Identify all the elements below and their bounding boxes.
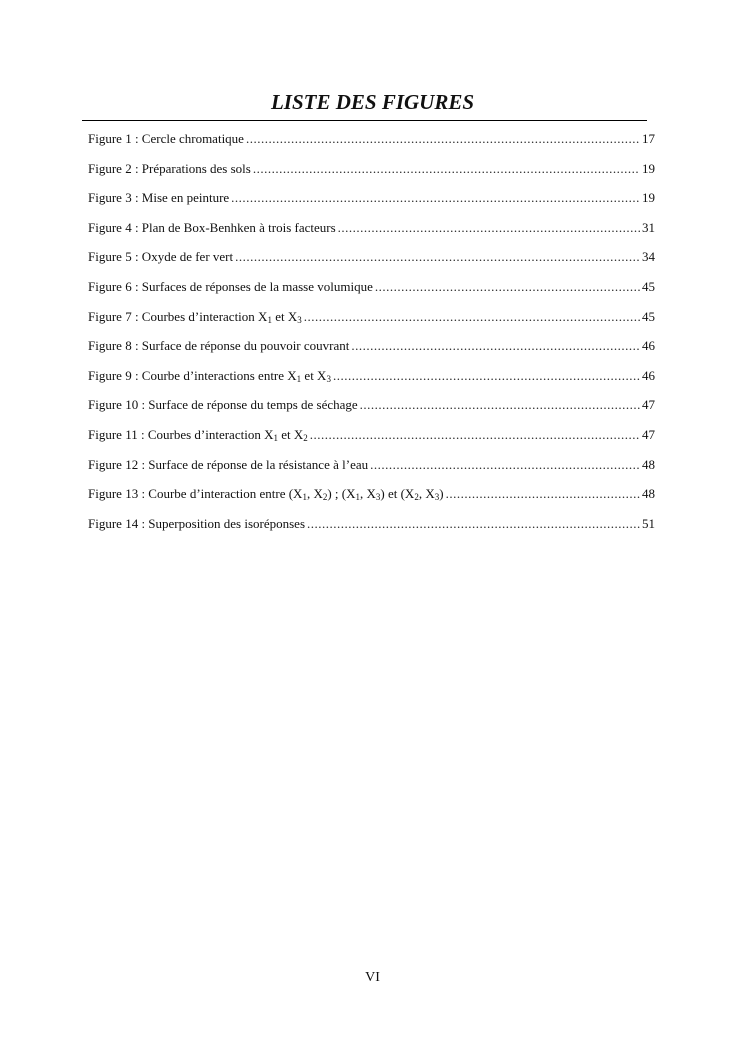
figure-entry-label [88,157,251,181]
label-text: Figure 14 : Superposition des isoréponses [88,515,306,531]
label-text: Figure 12 : Surface de réponse de la résistance à l’eau [88,456,369,472]
figure-entry[interactable] [88,186,655,216]
figure-entry-label [88,305,302,329]
subscript-index: 1 [302,492,307,503]
page-title: LISTE DES FIGURES [270,90,475,114]
figure-entry[interactable] [88,334,655,364]
label-text: , X [360,486,376,502]
label-text: Figure 7 : Courbes d’interaction X [88,308,268,324]
label-text: Figure 3 : Mise en peinture [88,190,230,206]
subscript-index: 1 [273,432,278,443]
figure-entry[interactable] [88,453,655,483]
label-text: Figure 11 : Courbes d’interaction X [88,426,274,442]
subscript-index: 2 [414,492,419,503]
subscript-index: 1 [355,492,360,503]
figure-entry-label [88,364,331,388]
figure-list [88,127,655,541]
figure-entry-label [88,245,233,269]
label-text: Figure 9 : Courbe d’interactions entre X [88,367,297,383]
dot-leader [235,245,640,269]
figure-entry-label [88,512,305,536]
figure-entry-page: 48 [642,456,655,472]
figure-entry[interactable] [88,482,655,512]
subscript-index: 3 [375,492,381,503]
figure-entry[interactable] [88,305,655,335]
figure-entry-page: 19 [642,160,655,176]
label-text: Figure 5 : Oxyde de fer vert [88,249,234,265]
label-text: Figure 1 : Cercle chromatique [88,131,244,146]
figure-entry-label [88,127,244,151]
label-text: et X [301,367,327,383]
figure-entry-label [88,216,336,240]
dot-leader [231,186,640,210]
label-text: Figure 4 : Plan de Box-Benhken à trois facteurs [88,219,336,235]
dot-leader [310,423,640,447]
label-text: , X [306,486,323,502]
figure-entry[interactable] [88,364,655,394]
title-underline [82,120,647,121]
figure-entry[interactable] [88,423,655,453]
dot-leader [351,334,640,358]
dot-leader [370,453,640,477]
figure-entry[interactable] [88,275,655,305]
figure-entry-label [88,482,444,506]
figure-entry-page: 46 [642,367,655,383]
figure-entry[interactable] [88,157,655,187]
subscript-index: 3 [297,314,302,325]
dot-leader [304,305,640,329]
label-text: Figure 2 : Préparations des sols [88,160,251,176]
subscript-index: 2 [322,492,328,503]
subscript-index: 3 [434,492,440,503]
dot-leader [360,393,640,417]
label-text: ) et (X [380,486,415,502]
figure-entry[interactable] [88,245,655,275]
figure-entry-page: 47 [642,397,655,413]
subscript-index: 2 [303,432,308,443]
figure-entry-label [88,334,349,358]
figure-entry-label [88,393,358,417]
dot-leader [375,275,640,299]
figure-entry-label [88,275,373,299]
figure-entry-page: 48 [642,486,655,502]
figure-entry-page: 17 [642,131,655,146]
subscript-index: 1 [267,314,272,325]
dot-leader [253,157,640,181]
label-text: ) [439,486,444,502]
figure-entry[interactable] [88,127,655,157]
dot-leader [446,482,640,506]
figure-entry-page: 31 [642,219,655,235]
label-text: et X [271,308,298,324]
page-number: VI [365,970,380,985]
figure-entry-page: 45 [642,308,655,324]
subscript-index: 1 [296,373,302,384]
figure-entry-page: 47 [642,426,655,442]
dot-leader [246,127,640,151]
subscript-index: 3 [326,373,331,384]
label-text: , X [418,486,435,502]
label-text: Figure 10 : Surface de réponse du temps de séchage [88,397,358,413]
dot-leader [338,216,640,240]
dot-leader [307,512,640,536]
figure-entry-page: 46 [642,338,655,354]
label-text: Figure 13 : Courbe d’interaction entre (X [88,486,303,502]
figure-entry-label [88,423,308,447]
figure-entry-page: 51 [642,515,655,531]
figure-entry-label [88,453,368,477]
label-text: Figure 8 : Surface de réponse du pouvoir couvrant [88,338,350,354]
figure-entry[interactable] [88,216,655,246]
dot-leader [333,364,640,388]
figure-entry-page: 19 [642,190,655,206]
figure-entry-page: 45 [642,278,655,294]
figure-entry-label [88,186,229,210]
figure-entry-page: 34 [642,249,655,265]
figure-entry[interactable] [88,512,655,542]
label-text: et X [277,426,304,442]
figure-entry[interactable] [88,393,655,423]
label-text: ) ; (X [327,486,356,502]
label-text: Figure 6 : Surfaces de réponses de la masse volumique [88,278,373,294]
